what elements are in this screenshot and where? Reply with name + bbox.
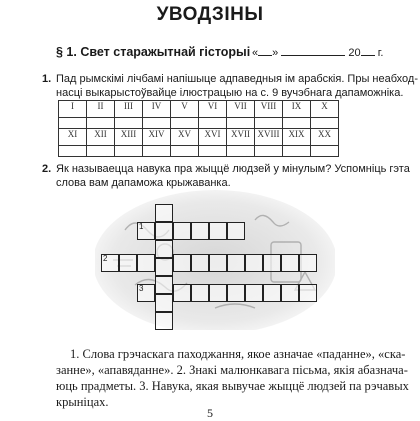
answer-cell[interactable] [171, 118, 199, 129]
crossword-cell[interactable] [101, 254, 119, 272]
date-year-blank[interactable] [361, 45, 375, 56]
clue-number: 3 [139, 284, 144, 293]
answer-cell[interactable] [171, 146, 199, 157]
numeral-cell[interactable]: XII [87, 129, 115, 146]
clue-line: 1. Слова грэчаскага паходжання, якое азначае «паданне», «ска- [70, 347, 406, 361]
task-2-number: 2. [42, 163, 52, 175]
clue-line: крыніцах. [56, 395, 109, 409]
answer-cell[interactable] [255, 146, 283, 157]
table-row [59, 101, 339, 118]
crossword-cell[interactable] [119, 254, 137, 272]
lesson-title: § 1. Свет старажытнай гісторыі [56, 45, 251, 59]
crossword-cell[interactable] [155, 204, 173, 222]
crossword-cell[interactable] [137, 254, 155, 272]
crossword-cell[interactable] [209, 222, 227, 240]
task-2-line: Як называецца навука пра жыццё людзей у мінулым? Успомніць гэта [56, 163, 410, 175]
answer-cell[interactable] [311, 118, 339, 129]
crossword-cell[interactable] [155, 240, 173, 258]
crossword-cell[interactable] [281, 284, 299, 302]
crossword-cell[interactable] [227, 284, 245, 302]
task-1-line: Пад рымскімі лічбамі напішыце адпаведныя ім арабскія. Пры неабход- [56, 73, 419, 85]
crossword-cell[interactable] [155, 294, 173, 312]
crossword-cell[interactable] [137, 222, 155, 240]
crossword-cell[interactable] [209, 254, 227, 272]
crossword-cell[interactable] [227, 254, 245, 272]
answer-cell[interactable] [199, 118, 227, 129]
answer-cell[interactable] [59, 118, 87, 129]
crossword-cell[interactable] [191, 254, 209, 272]
numeral-cell[interactable]: XVII [227, 129, 255, 146]
numeral-cell[interactable]: IX [283, 101, 311, 118]
crossword-cell[interactable] [245, 284, 263, 302]
crossword-cell[interactable] [281, 254, 299, 272]
answer-cell[interactable] [227, 146, 255, 157]
answer-cell[interactable] [115, 146, 143, 157]
clue-line: юць прадметы. 3. Навука, якая вывучае жыццё людзей па рэчавых [56, 379, 409, 393]
date-month-blank[interactable] [281, 45, 345, 56]
date-year-prefix: 20 [348, 47, 361, 59]
crossword-cell[interactable] [155, 222, 173, 240]
crossword-cell[interactable] [173, 254, 191, 272]
table-row [59, 129, 339, 146]
answer-cell[interactable] [87, 118, 115, 129]
numeral-cell[interactable]: XV [171, 129, 199, 146]
answer-cell[interactable] [143, 118, 171, 129]
table-row [59, 118, 339, 129]
numeral-cell[interactable]: V [171, 101, 199, 118]
crossword-cell[interactable] [263, 284, 281, 302]
crossword-cell[interactable] [227, 222, 245, 240]
task-1-line: насці выкарыстоўвайце ілюстрацыю на с. 9 вучэбнага дапаможніка. [56, 87, 404, 99]
answer-cell[interactable] [227, 118, 255, 129]
roman-numerals-table [58, 100, 339, 157]
answer-cell[interactable] [283, 118, 311, 129]
crossword-cell[interactable] [263, 254, 281, 272]
numeral-cell[interactable]: VIII [255, 101, 283, 118]
numeral-cell[interactable]: XIV [143, 129, 171, 146]
clue-number: 2 [103, 254, 108, 263]
date-day-blank[interactable] [258, 45, 272, 56]
numeral-cell[interactable]: VII [227, 101, 255, 118]
numeral-cell[interactable]: VI [199, 101, 227, 118]
numeral-cell[interactable]: XVIII [255, 129, 283, 146]
date-line [252, 45, 383, 59]
date-year-suffix: г. [377, 47, 384, 59]
crossword-cell[interactable] [209, 284, 227, 302]
answer-cell[interactable] [115, 118, 143, 129]
crossword-cell[interactable] [155, 276, 173, 294]
answer-cell[interactable] [199, 146, 227, 157]
crossword-cell[interactable] [299, 254, 317, 272]
crossword-cell[interactable] [137, 284, 155, 302]
crossword-cell[interactable] [173, 284, 191, 302]
numeral-cell[interactable]: XVI [199, 129, 227, 146]
crossword-cell[interactable] [245, 254, 263, 272]
crossword-cell[interactable] [191, 284, 209, 302]
crossword-cell[interactable] [299, 284, 317, 302]
numeral-cell[interactable]: II [87, 101, 115, 118]
answer-cell[interactable] [87, 146, 115, 157]
crossword-cell[interactable] [191, 222, 209, 240]
table-row [59, 146, 339, 157]
crossword-clues [56, 346, 409, 410]
page-number: 5 [207, 406, 213, 420]
task-1-text [56, 72, 419, 100]
crossword-cell[interactable] [173, 222, 191, 240]
answer-cell[interactable] [283, 146, 311, 157]
numeral-cell[interactable]: III [115, 101, 143, 118]
task-2-text [56, 162, 410, 190]
date-open-quote: « [252, 47, 259, 59]
crossword-cell[interactable] [155, 312, 173, 330]
answer-cell[interactable] [255, 118, 283, 129]
date-close-quote: » [272, 47, 279, 59]
task-1-number: 1. [42, 73, 52, 85]
numeral-cell[interactable]: I [59, 101, 87, 118]
numeral-cell[interactable]: X [311, 101, 339, 118]
clue-number: 1 [139, 222, 144, 231]
answer-cell[interactable] [311, 146, 339, 157]
numeral-cell[interactable]: XIII [115, 129, 143, 146]
task-2-line: слова вам дапаможа крыжаванка. [56, 177, 231, 189]
numeral-cell[interactable]: XX [311, 129, 339, 146]
answer-cell[interactable] [59, 146, 87, 157]
answer-cell[interactable] [143, 146, 171, 157]
section-heading: УВОДЗІНЫ [156, 4, 264, 25]
numeral-cell[interactable]: XI [59, 129, 87, 146]
numeral-cell[interactable]: IV [143, 101, 171, 118]
crossword-cell[interactable] [155, 258, 173, 276]
numeral-cell[interactable]: XIX [283, 129, 311, 146]
clue-line: занне», «апавяданне». 2. Знакі малюнкавага пісьма, якія абазнача- [56, 363, 408, 377]
